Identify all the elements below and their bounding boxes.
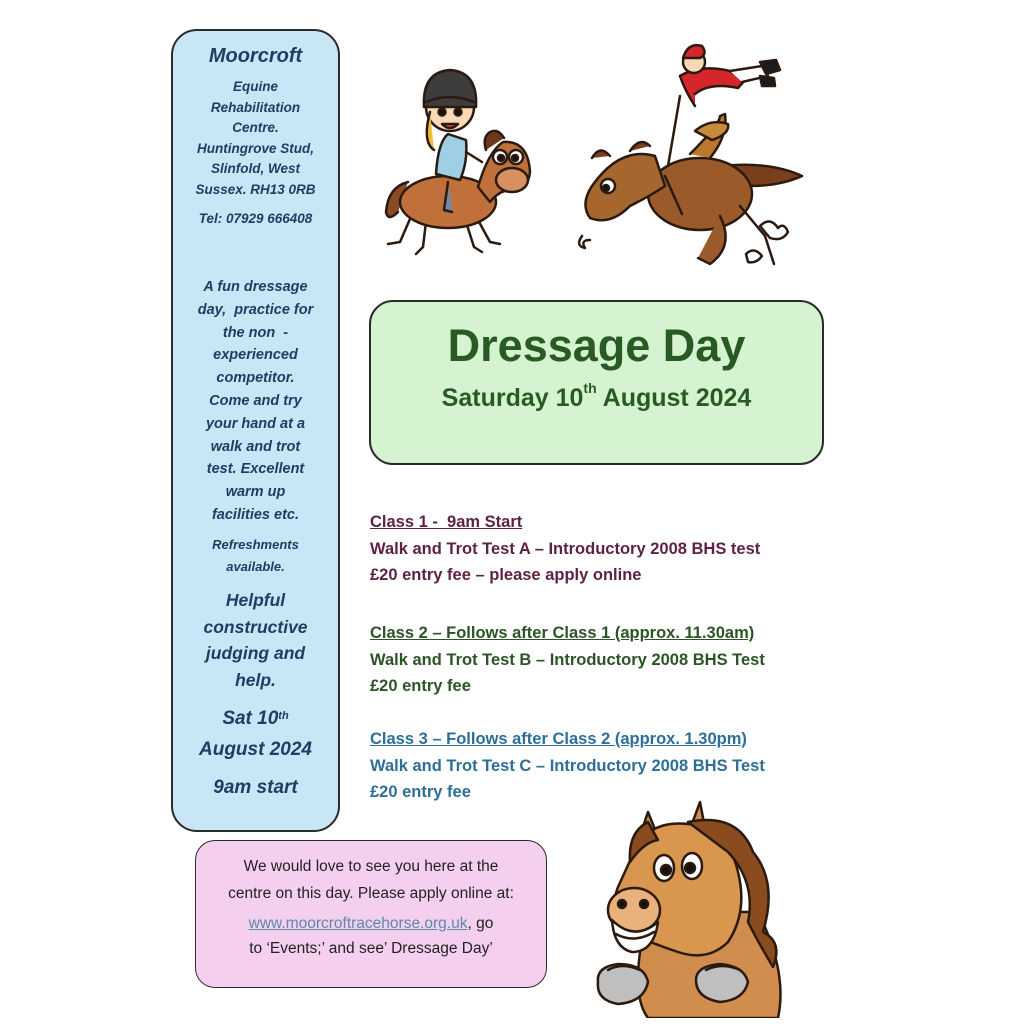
jockey-falling-illustration <box>570 36 810 274</box>
description-line: facilities etc. <box>211 506 300 523</box>
description-line: Come and try <box>209 392 302 409</box>
footer-line-2: centre on this day. Please apply online at: <box>228 885 514 902</box>
smiling-horse-illustration <box>588 792 788 1018</box>
refreshments-line: available. <box>226 559 285 574</box>
class-1-fee: £20 entry fee – please apply online <box>370 566 642 584</box>
description-line: warm up <box>225 484 286 501</box>
class-2-block <box>370 620 765 700</box>
sidebar-telephone: Tel: 07929 666408 <box>198 211 313 226</box>
class-2-test: Walk and Trot Test B – Introductory 2008 BHS Test <box>370 650 765 669</box>
event-date <box>371 380 822 413</box>
class-1-heading: Class 1 - 9am Start <box>370 513 523 531</box>
sidebar-start-time: 9am start <box>213 777 298 798</box>
description-line: day, practice for <box>197 301 314 318</box>
sidebar-date-main: Sat 10 <box>222 708 279 729</box>
dressage-day-title-box <box>369 300 824 465</box>
description-line: A fun dressage <box>203 279 308 295</box>
footer-after-url: , go <box>467 915 494 932</box>
sidebar-refreshments <box>187 534 324 578</box>
sidebar-address <box>187 77 324 200</box>
helpful-line: constructive <box>203 616 308 637</box>
sidebar-date <box>181 703 330 765</box>
footer-line-1: We would love to see you here at the <box>243 858 499 875</box>
class-2-fee: £20 entry fee <box>370 677 471 695</box>
sidebar-title: Moorcroft <box>208 45 303 67</box>
description-line: test. Excellent <box>206 461 305 478</box>
description-line: your hand at a <box>205 415 306 432</box>
event-date-prefix: Saturday 10 <box>441 384 584 412</box>
description-line: walk and trot <box>210 438 301 455</box>
address-line: Slinfold, West <box>210 161 300 176</box>
sidebar-helpful <box>187 587 324 693</box>
address-line: Huntingrove Stud, <box>197 140 314 156</box>
website-link[interactable]: www.moorcroftracehorse.org.uk <box>248 915 468 932</box>
class-3-test: Walk and Trot Test C – Introductory 2008 BHS Test <box>370 756 765 775</box>
address-line: Rehabilitation <box>210 99 301 115</box>
address-line: Sussex. RH13 0RB <box>195 181 316 197</box>
address-line: Centre. <box>232 120 279 135</box>
footer-line-3 <box>196 910 546 937</box>
girl-on-pony-illustration <box>378 62 538 267</box>
page-title: Dressage Day <box>447 320 746 371</box>
info-sidebar <box>171 29 340 832</box>
class-3-fee: £20 entry fee <box>370 783 471 801</box>
description-line: competitor. <box>216 370 295 387</box>
address-line: Equine <box>232 79 278 94</box>
class-1-test: Walk and Trot Test A – Introductory 2008 BHS test <box>370 539 761 558</box>
refreshments-line: Refreshments <box>212 537 299 552</box>
sidebar-date-sup: th <box>278 710 289 722</box>
sidebar-date-year: August 2024 <box>199 739 312 760</box>
footer-line-4: to ‘Events;’ and see’ Dressage Day’ <box>249 940 493 957</box>
footer-invitation-box <box>195 840 547 988</box>
helpful-line: Helpful <box>225 590 286 610</box>
helpful-line: judging and <box>205 643 306 663</box>
event-date-suffix: August 2024 <box>596 384 752 412</box>
event-date-sup: th <box>583 380 597 396</box>
class-2-heading: Class 2 – Follows after Class 1 (approx. 11.30am) <box>370 624 755 642</box>
description-line: the non - <box>222 324 289 341</box>
class-1-block <box>370 509 760 589</box>
helpful-line: help. <box>235 669 276 690</box>
class-3-heading: Class 3 – Follows after Class 2 (approx. 1.30pm) <box>370 730 747 748</box>
sidebar-description <box>187 276 324 527</box>
description-line: experienced <box>213 347 298 364</box>
